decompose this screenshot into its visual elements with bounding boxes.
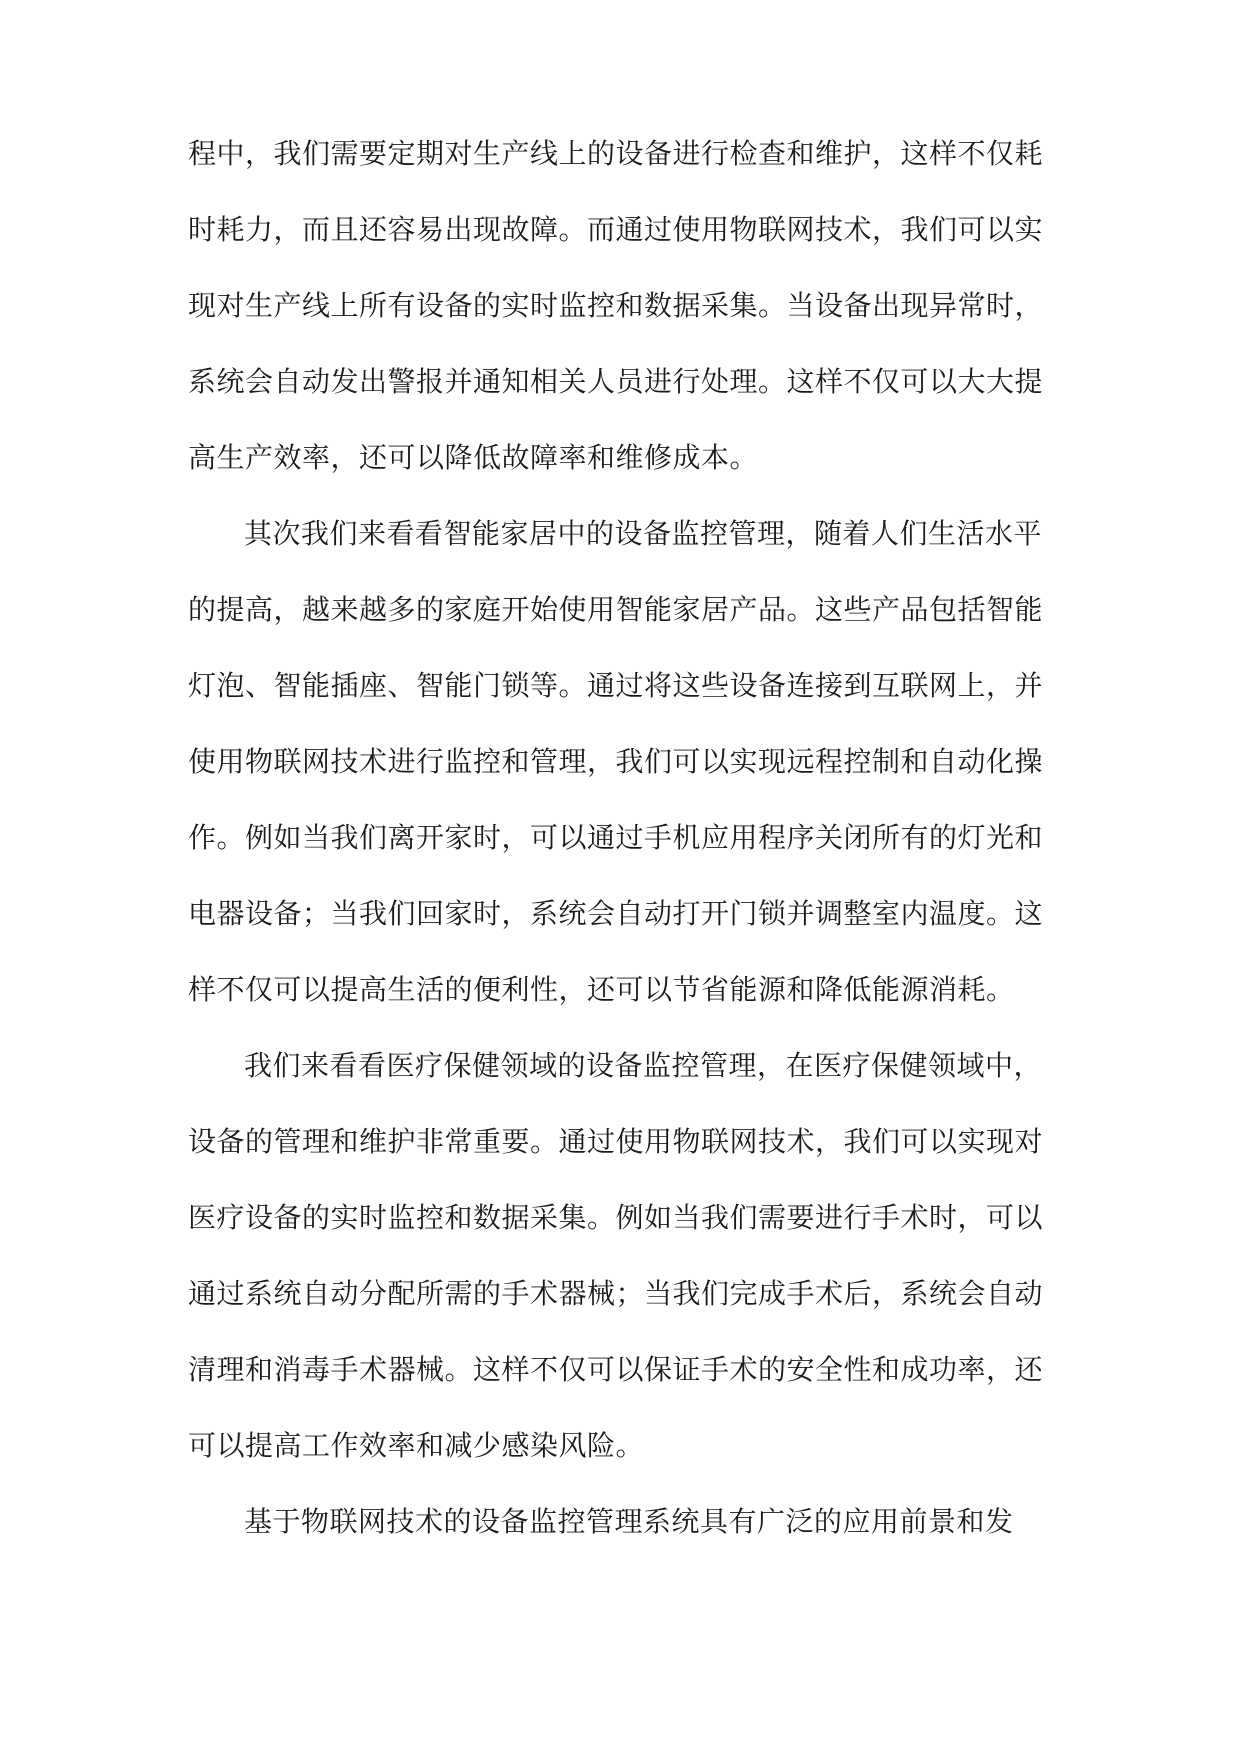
text-line: 现对生产线上所有设备的实时监控和数据采集。当设备出现异常时， <box>188 289 1044 322</box>
text-line: 使用物联网技术进行监控和管理，我们可以实现远程控制和自动化操 <box>188 745 1044 778</box>
text-line: 样不仅可以提高生活的便利性，还可以节省能源和降低能源消耗。 <box>188 973 1015 1006</box>
text-line: 系统会自动发出警报并通知相关人员进行处理。这样不仅可以大大提 <box>188 365 1044 398</box>
text-line: 程中，我们需要定期对生产线上的设备进行检查和维护，这样不仅耗 <box>188 137 1044 170</box>
paragraph-first-line: 基于物联网技术的设备监控管理系统具有广泛的应用前景和发 <box>244 1505 1014 1538</box>
text-line: 医疗设备的实时监控和数据采集。例如当我们需要进行手术时，可以 <box>188 1201 1044 1234</box>
text-line: 设备的管理和维护非常重要。通过使用物联网技术，我们可以实现对 <box>188 1125 1044 1158</box>
text-line: 作。例如当我们离开家时，可以通过手机应用程序关闭所有的灯光和 <box>188 821 1044 854</box>
text-line: 通过系统自动分配所需的手术器械；当我们完成手术后，系统会自动 <box>188 1277 1044 1310</box>
paragraph-first-line: 其次我们来看看智能家居中的设备监控管理，随着人们生活水平 <box>244 517 1043 550</box>
paragraph-first-line: 我们来看看医疗保健领域的设备监控管理，在医疗保健领域中， <box>244 1049 1043 1082</box>
text-line: 高生产效率，还可以降低故障率和维修成本。 <box>188 441 759 474</box>
text-line: 可以提高工作效率和减少感染风险。 <box>188 1429 645 1462</box>
text-line: 时耗力，而且还容易出现故障。而通过使用物联网技术，我们可以实 <box>188 213 1044 246</box>
text-line: 的提高，越来越多的家庭开始使用智能家居产品。这些产品包括智能 <box>188 593 1044 626</box>
text-line: 电器设备；当我们回家时，系统会自动打开门锁并调整室内温度。这 <box>188 897 1044 930</box>
text-line: 清理和消毒手术器械。这样不仅可以保证手术的安全性和成功率，还 <box>188 1353 1044 1386</box>
text-line: 灯泡、智能插座、智能门锁等。通过将这些设备连接到互联网上，并 <box>188 669 1044 702</box>
